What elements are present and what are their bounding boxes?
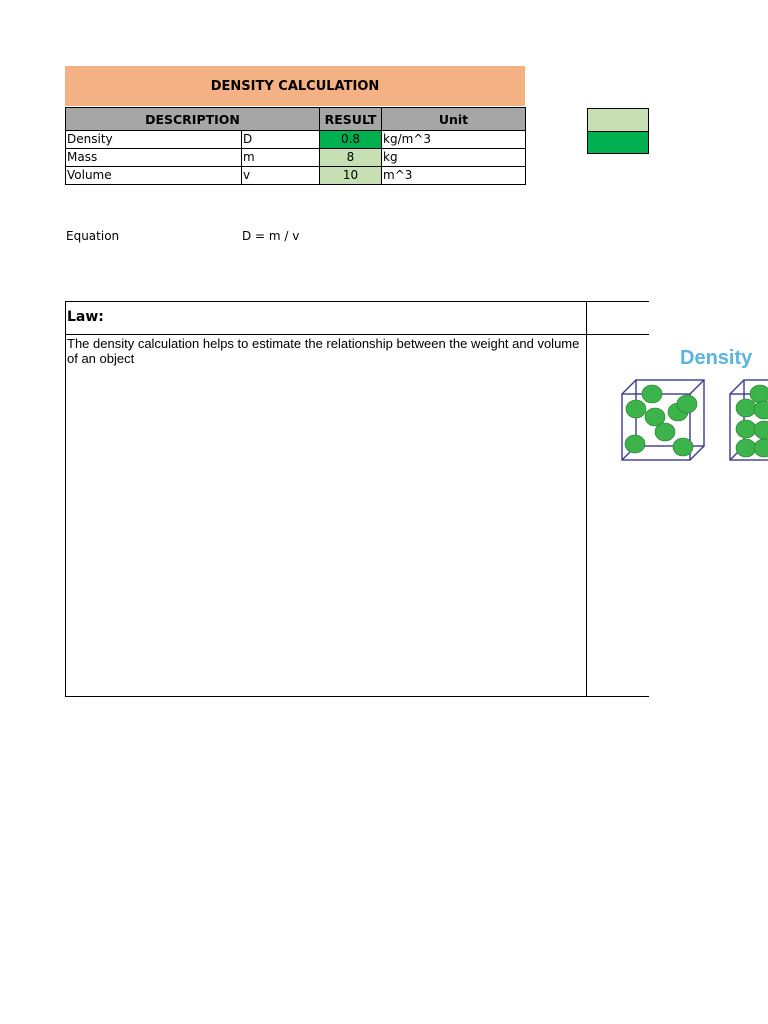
- row-symbol[interactable]: D: [242, 131, 320, 149]
- table-row: [66, 167, 526, 185]
- particles-dense: [736, 385, 768, 457]
- equation-label: Equation: [66, 229, 120, 243]
- row-unit[interactable]: m^3: [382, 167, 526, 185]
- table-header-row: [66, 108, 526, 131]
- law-divider-horizontal: [65, 334, 649, 335]
- law-text[interactable]: The density calculation helps to estimate the relationship between the weight and volume of an object: [67, 336, 580, 366]
- law-title: Law:: [67, 309, 104, 325]
- column-header-description: DESCRIPTION: [66, 108, 320, 131]
- row-unit[interactable]: kg/m^3: [382, 131, 526, 149]
- row-result[interactable]: 10: [320, 167, 382, 185]
- row-result[interactable]: 8: [320, 149, 382, 167]
- law-divider-vertical: [586, 301, 587, 697]
- table-row: [66, 131, 526, 149]
- equation-formula: D = m / v: [242, 229, 300, 243]
- row-symbol[interactable]: m: [242, 149, 320, 167]
- page-title: DENSITY CALCULATION: [65, 66, 525, 106]
- row-label[interactable]: Density: [66, 131, 242, 149]
- legend-swatch-result: [587, 131, 649, 154]
- row-result[interactable]: 0.8: [320, 131, 382, 149]
- row-unit[interactable]: kg: [382, 149, 526, 167]
- row-label[interactable]: Volume: [66, 167, 242, 185]
- density-table: [65, 107, 526, 185]
- column-header-result: RESULT: [320, 108, 382, 131]
- density-cubes-illustration: [612, 372, 768, 472]
- row-label[interactable]: Mass: [66, 149, 242, 167]
- row-symbol[interactable]: v: [242, 167, 320, 185]
- density-heading: Density: [680, 347, 753, 369]
- table-row: [66, 149, 526, 167]
- legend-swatch-input: [587, 108, 649, 132]
- column-header-unit: Unit: [382, 108, 526, 131]
